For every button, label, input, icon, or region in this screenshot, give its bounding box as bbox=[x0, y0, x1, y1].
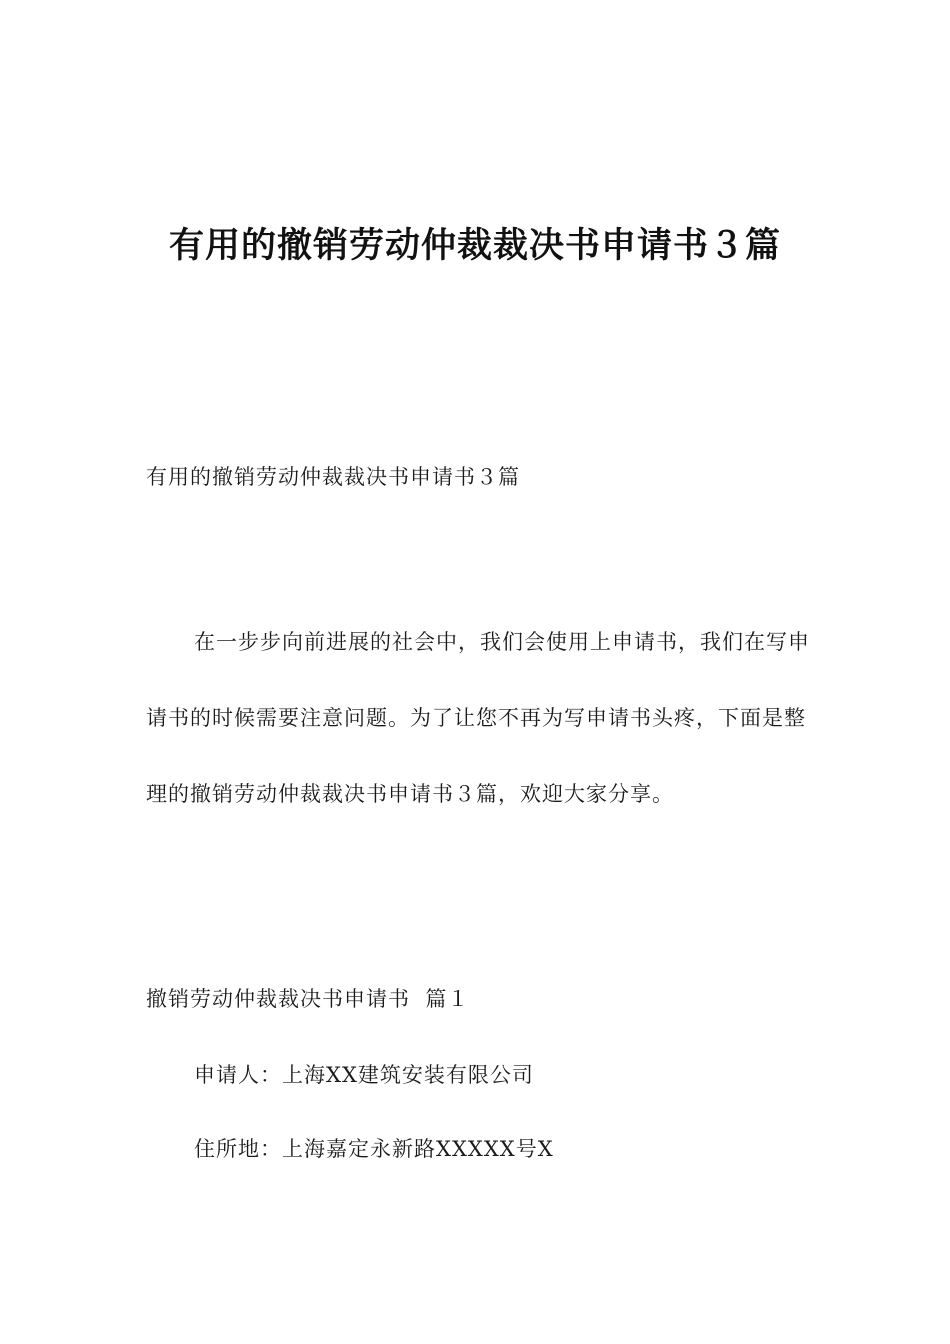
address-line: 住所地：上海嘉定永新路XXXXX号X bbox=[194, 1137, 554, 1161]
intro-paragraph: 在一步步向前进展的社会中，我们会使用上申请书，我们在写申请书的时候需要注意问题。为了让您不再为写申请书头疼，下面是整理的撤销劳动仲裁裁决书申请书３篇，欢迎大家分享。 bbox=[146, 630, 810, 806]
document-subtitle: 有用的撤销劳动仲裁裁决书申请书３篇 bbox=[146, 465, 520, 489]
section-heading: 撤销劳动仲裁裁决书申请书 篇１ bbox=[146, 987, 470, 1011]
applicant-line: 申请人：上海XX建筑安装有限公司 bbox=[194, 1063, 534, 1087]
document-title: 有用的撤销劳动仲裁裁决书申请书３篇 bbox=[168, 226, 781, 266]
